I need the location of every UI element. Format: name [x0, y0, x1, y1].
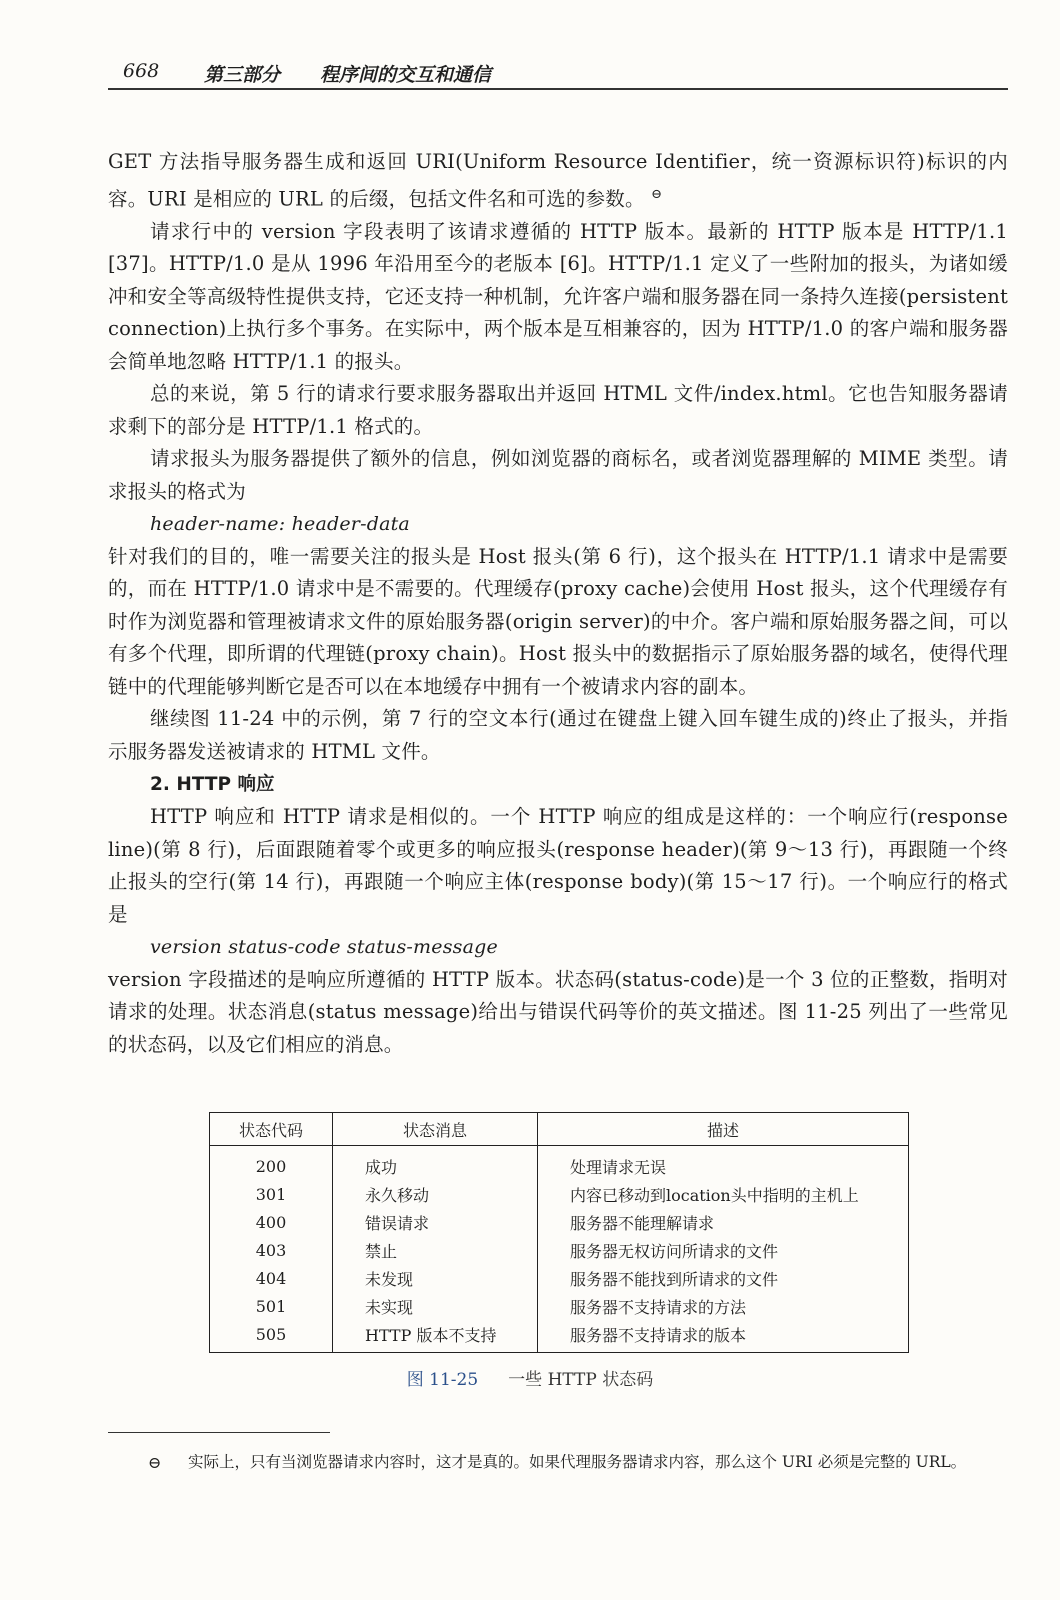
paragraph: version 字段描述的是响应所遵循的 HTTP 版本。状态码(status-code)是一个 3 位的正整数，指明对请求的处理。状态消息(status message)给出与错误代码等价的英文描述。图 11-25 列出了一些常见的状态码，以及它们相应的消息。	[108, 967, 1008, 1056]
status-message-cell: HTTP 版本不支持	[333, 1320, 538, 1353]
figure-caption	[0, 1365, 1060, 1390]
footnote-divider	[108, 1432, 330, 1433]
status-code-table	[209, 1112, 909, 1353]
description-cell: 服务器不支持请求的方法	[538, 1292, 909, 1320]
format-line: version status-code status-message	[150, 936, 498, 958]
status-message-cell: 禁止	[333, 1236, 538, 1264]
footnote	[150, 1450, 1008, 1475]
paragraph: 总的来说，第 5 行的请求行要求服务器取出并返回 HTML 文件/index.html。它也告知服务器请求剩下的部分是 HTTP/1.1 格式的。	[108, 382, 1008, 438]
status-message-cell: 未发现	[333, 1264, 538, 1292]
status-message-cell: 成功	[333, 1146, 538, 1181]
column-header: 状态消息	[333, 1113, 538, 1146]
page-number: 668	[123, 60, 160, 82]
paragraph: 请求行中的 version 字段表明了该请求遵循的 HTTP 版本。最新的 HTTP 版本是 HTTP/1.1 [37]。HTTP/1.0 是从 1996 年沿用至今的老版本 [6]。HTTP/1.1 定义了一些附加的报头，为诸如缓冲和安全等高级特性提供支持，它还支持一种机制，允许客户端和服务器在同一条持久连接(persistent connection)上执行多个事务。在实际中，两个版本是互相兼容的，因为 HTTP/1.0 的客户端和服务器会简单地忽略 HTTP/1.1 的报头。	[108, 219, 1008, 373]
status-code-cell: 200	[210, 1146, 333, 1181]
status-code-cell: 404	[210, 1264, 333, 1292]
table-row	[210, 1208, 909, 1236]
status-message-cell: 未实现	[333, 1292, 538, 1320]
column-header: 描述	[538, 1113, 909, 1146]
paragraph: HTTP 响应和 HTTP 请求是相似的。一个 HTTP 响应的组成是这样的：一个响应行(response line)(第 8 行)，后面跟随着零个或更多的响应报头(response header)(第 9～13 行)，再跟随一个终止报头的空行(第 14 行)，再跟随一个响应主体(response body)(第 15～17 行)。一个响应行的格式是	[108, 805, 1008, 926]
footnote-text: 实际上，只有当浏览器请求内容时，这才是真的。如果代理服务器请求内容，那么这个 URI 必须是完整的 URL。	[188, 1453, 967, 1471]
status-code-cell: 301	[210, 1180, 333, 1208]
description-cell: 服务器不能理解请求	[538, 1208, 909, 1236]
status-message-cell: 错误请求	[333, 1208, 538, 1236]
table-row	[210, 1180, 909, 1208]
description-cell: 服务器不支持请求的版本	[538, 1320, 909, 1353]
table-row	[210, 1146, 909, 1181]
status-code-cell: 400	[210, 1208, 333, 1236]
description-cell: 内容已移动到location头中指明的主机上	[538, 1180, 909, 1208]
paragraph: GET 方法指导服务器生成和返回 URI(Uniform Resource Identifier，统一资源标识符)标识的内容。URI 是相应的 URL 的后缀，包括文件名和可选的参数。 ⊖	[108, 150, 1008, 210]
description-cell: 服务器无权访问所请求的文件	[538, 1236, 909, 1264]
footnote-marker: ⊖	[148, 1453, 162, 1472]
status-code-cell: 505	[210, 1320, 333, 1353]
table-header-row	[210, 1113, 909, 1146]
status-code-cell: 501	[210, 1292, 333, 1320]
format-line: header-name: header-data	[150, 513, 410, 535]
status-code-cell: 403	[210, 1236, 333, 1264]
footnote-reference: ⊖	[651, 186, 663, 202]
table-row	[210, 1292, 909, 1320]
figure-title: 一些 HTTP 状态码	[508, 1370, 654, 1390]
description-cell: 处理请求无误	[538, 1146, 909, 1181]
paragraph: 继续图 11-24 中的示例，第 7 行的空文本行(通过在键盘上键入回车键生成的)终止了报头，并指示服务器发送被请求的 HTML 文件。	[108, 707, 1008, 763]
section-heading: 2. HTTP 响应	[150, 774, 275, 795]
running-header	[108, 56, 1008, 90]
figure-number: 图 11-25	[406, 1370, 479, 1390]
column-header: 状态代码	[210, 1113, 333, 1146]
body-text	[108, 146, 1008, 1061]
description-cell: 服务器不能找到所请求的文件	[538, 1264, 909, 1292]
table-row	[210, 1320, 909, 1353]
part-title: 第三部分	[204, 64, 281, 86]
table-row	[210, 1236, 909, 1264]
chapter-title: 程序间的交互和通信	[320, 64, 492, 86]
status-message-cell: 永久移动	[333, 1180, 538, 1208]
paragraph: 针对我们的目的，唯一需要关注的报头是 Host 报头(第 6 行)，这个报头在 HTTP/1.1 请求中是需要的，而在 HTTP/1.0 请求中是不需要的。代理缓存(proxy cache)会使用 Host 报头，这个代理缓存有时作为浏览器和管理被请求文件的原始服务器(origin server)的中介。客户端和原始服务器之间，可以有多个代理，即所谓的代理链(proxy chain)。Host 报头中的数据指示了原始服务器的域名，使得代理链中的代理能够判断它是否可以在本地缓存中拥有一个被请求内容的副本。	[108, 544, 1008, 698]
paragraph: 请求报头为服务器提供了额外的信息，例如浏览器的商标名，或者浏览器理解的 MIME 类型。请求报头的格式为	[108, 447, 1008, 503]
table-row	[210, 1264, 909, 1292]
